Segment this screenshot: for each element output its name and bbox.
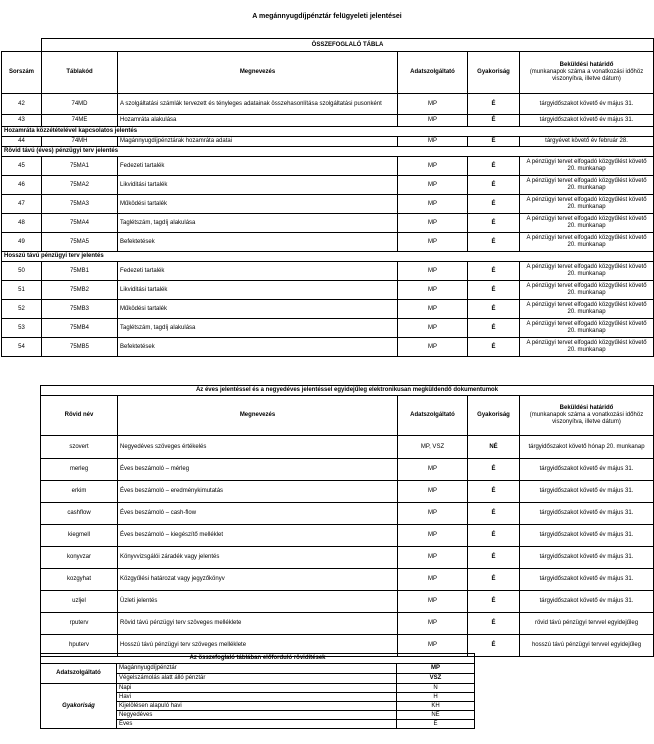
table-cell: MP: [398, 300, 468, 319]
table-row: [41, 664, 475, 674]
summary-table: [1, 38, 654, 357]
table-cell: É: [468, 547, 520, 569]
table-cell: 45: [2, 157, 42, 176]
table-cell: A pénzügyi tervet elfogadó közgyűlést követő 20. munkanap: [520, 338, 654, 357]
table-cell: É: [468, 214, 520, 233]
col-header: Táblakód: [42, 52, 118, 94]
table-cell: MP: [398, 635, 468, 657]
table-cell: É: [468, 525, 520, 547]
table-cell: É: [468, 569, 520, 591]
table-cell: hosszú távú pénzügyi tervvel egyidejűleg: [520, 635, 654, 657]
col-header: Beküldési határidő (munkanapok száma a vonatkozási időhöz viszonyítva, illetve dátum): [520, 396, 654, 436]
table-cell: tárgyidőszakot követő év május 31.: [520, 481, 654, 503]
table-row: [2, 195, 654, 214]
table-cell: A szolgáltatási számlák tervezett és tényleges adatainak összehasonlítása szolgáltatási pusonként: [118, 94, 398, 115]
table-cell: É: [468, 94, 520, 115]
table-row: [41, 459, 654, 481]
table-row: [41, 569, 654, 591]
table-cell: É: [468, 319, 520, 338]
table-cell: A pénzügyi tervet elfogadó közgyűlést követő 20. munkanap: [520, 262, 654, 281]
table-cell: É: [468, 338, 520, 357]
table-cell: A pénzügyi tervet elfogadó közgyűlést követő 20. munkanap: [520, 281, 654, 300]
table-cell: 47: [2, 195, 42, 214]
table-cell: Működési tartalék: [118, 195, 398, 214]
table-cell: Befektetések: [118, 233, 398, 252]
table-cell: tárgyévet követő év február 28.: [520, 137, 654, 147]
table-cell: É: [468, 115, 520, 127]
table-cell: NÉ: [397, 711, 475, 720]
table-cell: MP, VSZ: [398, 436, 468, 459]
table-cell: É: [468, 635, 520, 657]
table-cell: 46: [2, 176, 42, 195]
col-header: Sorszám: [2, 52, 42, 94]
table-cell: 43: [2, 115, 42, 127]
page-title: A megánnyugdíjpénztár felügyeleti jelentései: [252, 13, 402, 20]
table-cell: tárgyidőszakot követő év május 31.: [520, 591, 654, 613]
table-row: [41, 436, 654, 459]
table-cell: A pénzügyi tervet elfogadó közgyűlést követő 20. munkanap: [520, 157, 654, 176]
table-cell: Fedezeti tartalék: [118, 262, 398, 281]
table-cell: 75MA3: [42, 195, 118, 214]
table-cell: Negyedéves: [117, 711, 397, 720]
table-row: [2, 338, 654, 357]
table-cell: MP: [398, 338, 468, 357]
table-cell: szovert: [41, 436, 118, 459]
group-label: Gyakoriság: [41, 684, 117, 729]
table-row: [2, 262, 654, 281]
table-cell: 51: [2, 281, 42, 300]
table-cell: rputerv: [41, 613, 118, 635]
table-row: [2, 176, 654, 195]
table-cell: 52: [2, 300, 42, 319]
table-cell: Taglétszám, tagdíj alakulása: [118, 214, 398, 233]
table-cell: KH: [397, 702, 475, 711]
table-cell: Éves beszámoló – eredménykimutatás: [118, 481, 398, 503]
table-row: [2, 300, 654, 319]
table-cell: A pénzügyi tervet elfogadó közgyűlést követő 20. munkanap: [520, 319, 654, 338]
table-cell: É: [468, 613, 520, 635]
group-label: Adatszolgáltató: [41, 664, 117, 684]
table-cell: MP: [398, 262, 468, 281]
table-cell: MP: [398, 115, 468, 127]
table-cell: MP: [398, 547, 468, 569]
summary-table-header: ÖSSZEFOGLALÓ TÁBLA: [42, 39, 654, 52]
table-cell: Fedezeti tartalék: [118, 157, 398, 176]
table-cell: [2, 39, 42, 52]
table-cell: 75MA5: [42, 233, 118, 252]
table-cell: 75MB5: [42, 338, 118, 357]
table-row: [41, 525, 654, 547]
table-cell: MP: [398, 591, 468, 613]
table-cell: 75MB4: [42, 319, 118, 338]
table-cell: É: [468, 176, 520, 195]
table-cell: VSZ: [397, 674, 475, 684]
table-cell: 54: [2, 338, 42, 357]
col-header: Adatszolgáltató: [398, 52, 468, 94]
col-header: Adatszolgáltató: [398, 396, 468, 436]
table-cell: kiegmell: [41, 525, 118, 547]
table-cell: Negyedéves szöveges értékelés: [118, 436, 398, 459]
table-cell: 75MA2: [42, 176, 118, 195]
col-header: Beküldési határidő (munkanapok száma a vonatkozási időhöz viszonyítva, illetve dátum): [520, 52, 654, 94]
table-cell: tárgyidőszakot követő év május 31.: [520, 459, 654, 481]
table-row: [2, 137, 654, 147]
table-row: [41, 547, 654, 569]
table-cell: É: [468, 481, 520, 503]
table-row: [2, 319, 654, 338]
table-cell: Likviditási tartalék: [118, 176, 398, 195]
table-row: [2, 233, 654, 252]
table-cell: Havi: [117, 693, 397, 702]
table-cell: Rövid távú pénzügyi terv szöveges melléklete: [118, 613, 398, 635]
section-heading: Hosszú távú pénzügyi terv jelentés: [2, 252, 654, 262]
table-cell: A pénzügyi tervet elfogadó közgyűlést követő 20. munkanap: [520, 214, 654, 233]
table-cell: 75MA1: [42, 157, 118, 176]
table-row: [41, 503, 654, 525]
table-cell: MP: [398, 481, 468, 503]
electronic-documents-table: [40, 385, 654, 657]
col-header: Gyakoriság: [468, 52, 520, 94]
table-cell: É: [468, 137, 520, 147]
table-cell: A pénzügyi tervet elfogadó közgyűlést követő 20. munkanap: [520, 233, 654, 252]
table-cell: MP: [398, 195, 468, 214]
col-header: Gyakoriság: [468, 396, 520, 436]
table-row: [41, 684, 475, 693]
table-cell: Magánnyugdíjpénztár: [117, 664, 397, 674]
table-cell: MP: [398, 94, 468, 115]
table-cell: 74MH: [42, 137, 118, 147]
table-row: [41, 481, 654, 503]
table-cell: tárgyidőszakot követő év május 31.: [520, 94, 654, 115]
table-cell: MP: [398, 137, 468, 147]
table-cell: É: [468, 591, 520, 613]
table-cell: Éves: [117, 720, 397, 729]
table-cell: konyvzar: [41, 547, 118, 569]
table-cell: MP: [398, 503, 468, 525]
table-cell: É: [468, 195, 520, 214]
table-cell: MP: [398, 233, 468, 252]
table-cell: erkim: [41, 481, 118, 503]
table-cell: 75MB1: [42, 262, 118, 281]
table-cell: A pénzügyi tervet elfogadó közgyűlést követő 20. munkanap: [520, 176, 654, 195]
table-cell: 74ME: [42, 115, 118, 127]
table-cell: 53: [2, 319, 42, 338]
table-cell: Magánnyugdíjpénztárak hozamráta adatai: [118, 137, 398, 147]
table-cell: 44: [2, 137, 42, 147]
table-cell: É: [468, 459, 520, 481]
table-cell: Taglétszám, tagdíj alakulása: [118, 319, 398, 338]
table-cell: 75MB3: [42, 300, 118, 319]
table-row: [2, 214, 654, 233]
table-cell: rövid távú pénzügyi tervvel egyidejűleg: [520, 613, 654, 635]
table-cell: 50: [2, 262, 42, 281]
table-cell: MP: [398, 525, 468, 547]
table-cell: NÉ: [468, 436, 520, 459]
table-cell: tárgyidőszakot követő év május 31.: [520, 547, 654, 569]
table-cell: N: [397, 684, 475, 693]
table-cell: tárgyidőszakot követő év május 31.: [520, 525, 654, 547]
table-cell: Éves beszámoló – cash-flow: [118, 503, 398, 525]
table-row: [2, 115, 654, 127]
table-cell: Végelszámolás alatt álló pénztár: [117, 674, 397, 684]
table-cell: MP: [398, 281, 468, 300]
table-cell: MP: [398, 176, 468, 195]
section-heading: Hozamráta közzétételével kapcsolatos jelentés: [2, 127, 654, 137]
table-cell: MP: [398, 157, 468, 176]
table-cell: A pénzügyi tervet elfogadó közgyűlést követő 20. munkanap: [520, 195, 654, 214]
table-row: [2, 94, 654, 115]
table-cell: Befektetések: [118, 338, 398, 357]
col-header: Rövid név: [41, 396, 118, 436]
table-cell: A pénzügyi tervet elfogadó közgyűlést követő 20. munkanap: [520, 300, 654, 319]
table-row: [41, 591, 654, 613]
table-cell: MP: [398, 214, 468, 233]
table-cell: É: [397, 720, 475, 729]
col-header: Megnevezés: [118, 396, 398, 436]
table-cell: Likviditási tartalék: [118, 281, 398, 300]
table-cell: 75MA4: [42, 214, 118, 233]
table-cell: É: [468, 281, 520, 300]
table-cell: Kijelölésen alapuló havi: [117, 702, 397, 711]
table-row: [2, 281, 654, 300]
table-cell: merleg: [41, 459, 118, 481]
table-row: [41, 613, 654, 635]
table-cell: hputerv: [41, 635, 118, 657]
abbreviations-table: [40, 653, 475, 729]
table-cell: tárgyidőszakot követő év május 31.: [520, 503, 654, 525]
table-cell: É: [468, 157, 520, 176]
table-cell: tárgyidőszakot követő év május 31.: [520, 569, 654, 591]
table-cell: MP: [397, 664, 475, 674]
table-cell: H: [397, 693, 475, 702]
table-cell: Hozamráta alakulása: [118, 115, 398, 127]
table-cell: 48: [2, 214, 42, 233]
table-cell: MP: [398, 613, 468, 635]
table-cell: MP: [398, 459, 468, 481]
table-cell: uzljel: [41, 591, 118, 613]
table-cell: Napi: [117, 684, 397, 693]
abbreviations-header: Az összefoglaló táblában előforduló rövidítések: [41, 654, 475, 664]
table-cell: Éves beszámoló – mérleg: [118, 459, 398, 481]
table-cell: É: [468, 503, 520, 525]
table-cell: Üzleti jelentés: [118, 591, 398, 613]
table-cell: 74MD: [42, 94, 118, 115]
section-heading: Rövid távú (éves) pénzügyi terv jelentés: [2, 147, 654, 157]
table-cell: kozgyhat: [41, 569, 118, 591]
table-cell: 75MB2: [42, 281, 118, 300]
col-header: Megnevezés: [118, 52, 398, 94]
table-cell: tárgyidőszakot követő hónap 20. munkanap: [520, 436, 654, 459]
table-cell: Éves beszámoló – kiegészítő melléklet: [118, 525, 398, 547]
electronic-documents-header: Az éves jelentéssel és a negyedéves jelentéssel egyidejűleg elektronikusan megküldendő dokumentumok: [41, 386, 654, 396]
table-cell: MP: [398, 319, 468, 338]
table-cell: Közgyűlési határozat vagy jegyzőkönyv: [118, 569, 398, 591]
table-cell: Hosszú távú pénzügyi terv szöveges melléklete: [118, 635, 398, 657]
table-cell: É: [468, 233, 520, 252]
table-cell: Működési tartalék: [118, 300, 398, 319]
table-cell: MP: [398, 569, 468, 591]
table-cell: 42: [2, 94, 42, 115]
table-cell: É: [468, 262, 520, 281]
table-cell: Könyvvizsgálói záradék vagy jelentés: [118, 547, 398, 569]
table-cell: tárgyidőszakot követő év május 31.: [520, 115, 654, 127]
table-cell: cashflow: [41, 503, 118, 525]
table-cell: 49: [2, 233, 42, 252]
table-row: [2, 157, 654, 176]
table-cell: É: [468, 300, 520, 319]
